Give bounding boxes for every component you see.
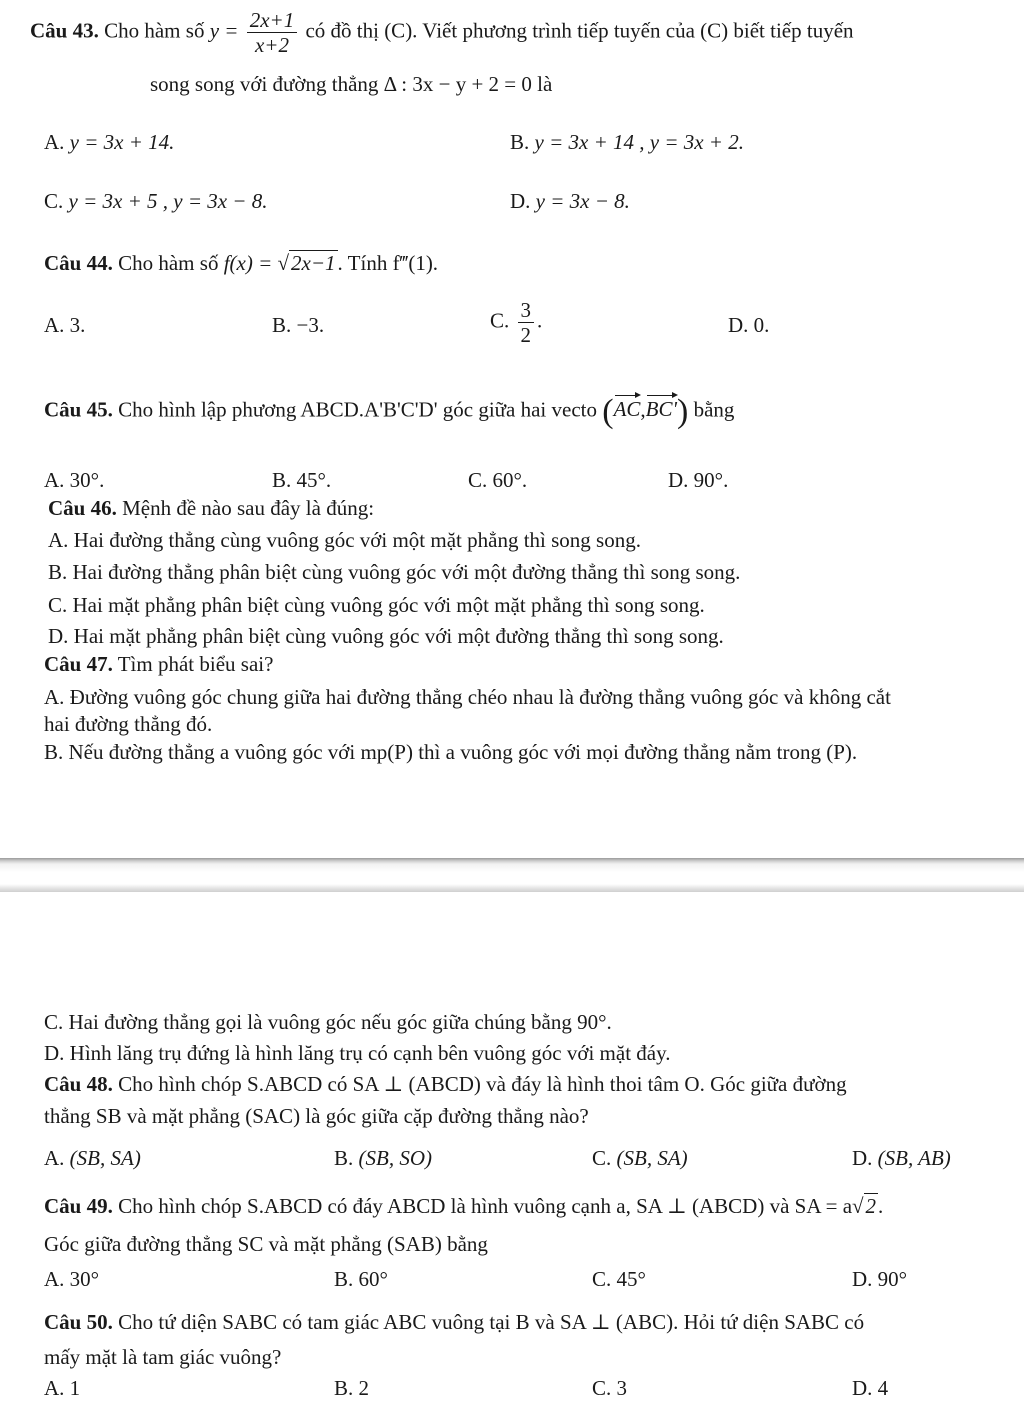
sqrt-icon: √ [852,1194,864,1218]
q49-option-b: B. 60° [334,1267,388,1291]
page-bottom [0,892,1024,1417]
q43-option-a: A. y = 3x + 14. [44,130,175,154]
q48-label: Câu 48. [44,1072,113,1096]
q47-option-c: C. Hai đường thẳng gọi là vuông góc nếu góc giữa chúng bằng 90°. [44,1010,612,1034]
q47-option-d: D. Hình lăng trụ đứng là hình lăng trụ có cạnh bên vuông góc với mặt đáy. [44,1041,671,1065]
sqrt-icon: √ [277,251,290,275]
q47-label: Câu 47. [44,652,113,676]
q47-option-a-line1: A. Đường vuông góc chung giữa hai đường thẳng chéo nhau là đường thẳng vuông góc và không cắt [44,685,891,709]
q50-label: Câu 50. [44,1310,113,1334]
q49-option-c: C. 45° [592,1267,646,1291]
q48-line2: thẳng SB và mặt phẳng (SAC) là góc giữa cặp đường thẳng nào? [44,1104,589,1128]
q45-option-c: C. 60°. [468,468,528,492]
q45-option-a: A. 30°. [44,468,105,492]
q48-option-a: A. (SB, SA) [44,1146,141,1170]
q48-option-c: C. (SB, SA) [592,1146,688,1170]
q45-vec2: BC' [645,397,677,422]
q43-fraction [247,8,298,57]
q44-sqrt: 2x−1 [291,251,336,275]
page-separator [0,858,1024,892]
q45-vec1: AC [613,397,641,422]
q50-option-c: C. 3 [592,1376,628,1400]
q43-mid: có đồ thị (C). Viết phương trình tiếp tuyến của (C) biết tiếp tuyến [305,18,854,43]
q49-label: Câu 49. [44,1194,113,1218]
q43-option-c: C. y = 3x + 5 , y = 3x − 8. [44,189,268,213]
q50-option-b: B. 2 [334,1376,370,1400]
q49-option-a: A. 30° [44,1267,100,1291]
q45-option-d: D. 90°. [668,468,729,492]
q46-option-a: A. Hai đường thẳng cùng vuông góc với một mặt phẳng thì song song. [48,528,641,552]
q46-option-b: B. Hai đường thẳng phân biệt cùng vuông góc với một đường thẳng thì song song. [48,560,741,584]
q49-option-d: D. 90° [852,1267,908,1291]
q50-stem: Câu 50. Cho tứ diện SABC có tam giác ABC vuông tại B và SA ⊥ (ABC). Hỏi tứ diện SABC có [44,1310,865,1334]
q43-pre: Cho hàm số [104,18,205,43]
q49-stem: Câu 49. Cho hình chóp S.ABCD có đáy ABCD là hình vuông cạnh a, SA ⊥ (ABCD) và SA = a√2. [44,1194,884,1218]
q50-option-a: A. 1 [44,1376,81,1400]
q46-stem: Câu 46. Mệnh đề nào sau đây là đúng: [48,496,375,520]
q48-option-d: D. (SB, AB) [852,1146,951,1170]
q44-stem: Câu 44. Cho hàm số f(x) = √2x−1. Tính f‴(1). [44,251,439,275]
q44-option-d: D. 0. [728,313,770,337]
q46-option-d: D. Hai mặt phẳng phân biệt cùng vuông góc với một đường thẳng thì song song. [48,624,724,648]
q43-frac-den: x+2 [254,33,289,58]
q47-option-a-line2: hai đường thẳng đó. [44,712,213,736]
q45-option-b: B. 45°. [272,468,332,492]
q47-option-b: B. Nếu đường thẳng a vuông góc với mp(P) thì a vuông góc với mọi đường thẳng nằm trong (P). [44,740,858,764]
q43-line2: song song với đường thẳng Δ : 3x − y + 2 = 0 là [150,72,553,96]
q43-option-b: B. y = 3x + 14 , y = 3x + 2. [510,130,744,154]
q43-option-d: D. y = 3x − 8. [510,189,630,213]
q45-label: Câu 45. [44,397,113,422]
q43-stem [30,8,854,57]
q48-stem: Câu 48. Cho hình chóp S.ABCD có SA ⊥ (ABCD) và đáy là hình thoi tâm O. Góc giữa đường [44,1072,847,1096]
q43-label: Câu 43. [30,18,99,43]
q50-option-d: D. 4 [852,1376,889,1400]
q43-frac-num: 2x+1 [247,8,298,33]
q48-option-b: B. (SB, SO) [334,1146,432,1170]
q44-label: Câu 44. [44,251,113,275]
q44-option-c: C. $\frac{3}{2}$ . [490,298,543,348]
q46-option-c: C. Hai mặt phẳng phân biệt cùng vuông góc với một mặt phẳng thì song song. [48,593,705,617]
q43-y-eq: y = [209,18,239,43]
q45-stem: Câu 45. Cho hình lập phương ABCD.A'B'C'D' góc giữa hai vecto (AC,BC') bằng [44,393,735,430]
q47-stem: Câu 47. Tìm phát biểu sai? [44,652,274,676]
q44-option-a: A. 3. [44,313,86,337]
q44-option-b: B. −3. [272,313,325,337]
q50-line2: mấy mặt là tam giác vuông? [44,1345,282,1369]
q49-line2: Góc giữa đường thẳng SC và mặt phẳng (SAB) bằng [44,1232,488,1256]
q46-label: Câu 46. [48,496,117,520]
